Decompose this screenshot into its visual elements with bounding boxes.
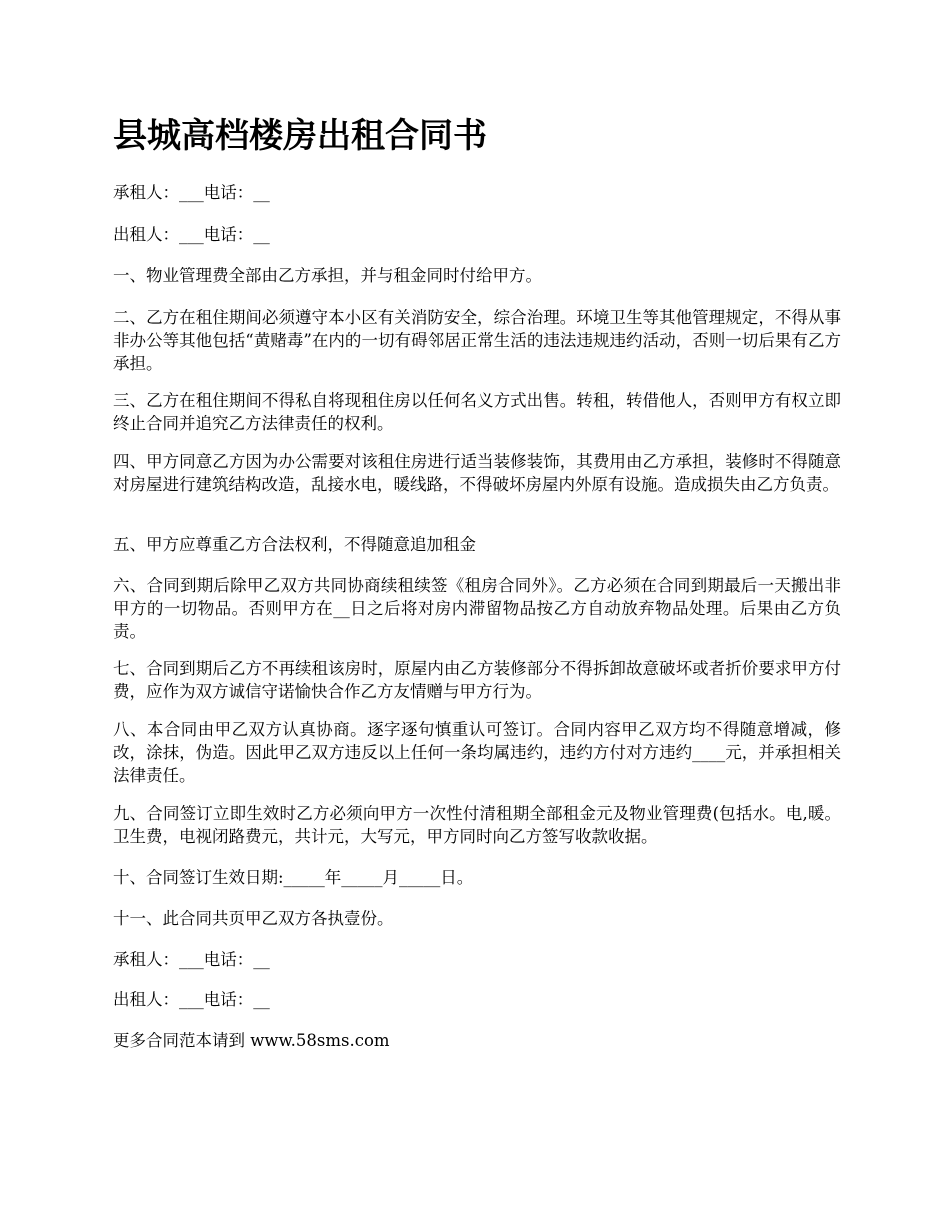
clause-7: 七、合同到期后乙方不再续租该房时，原屋内由乙方装修部分不得拆卸故意破坏或者折价要求甲方付费，应作为双方诚信守诺愉快合作乙方友情赠与甲方行为。 (113, 659, 841, 701)
lessor-contact-line: 出租人：___电话：__ (113, 225, 270, 244)
clause-3: 三、乙方在租住期间不得私自将现租住房以任何名义方式出售。转租，转借他人，否则甲方有权立即终止合同并追究乙方法律责任的权利。 (113, 391, 841, 433)
clause-9: 九、合同签订立即生效时乙方必须向甲方一次性付清租期全部租金元及物业管理费(包括水。电,暖。卫生费，电视闭路费元，共计元，大写元，甲方同时向乙方签写收款收据。 (113, 804, 841, 846)
clause-10-effective-date: 十、合同签订生效日期:_____年_____月_____日。 (113, 868, 474, 887)
clause-4: 四、甲方同意乙方因为办公需要对该租住房进行适当装修装饰，其费用由乙方承担，装修时不得随意对房屋进行建筑结构改造，乱接水电，暖线路，不得破坏房屋内外原有设施。造成损失由乙方负责。 (113, 452, 841, 494)
lessee-contact-line: 承租人：___电话：__ (113, 183, 270, 202)
clause-11: 十一、此合同共页甲乙双方各执壹份。 (113, 909, 394, 928)
clause-2: 二、乙方在租住期间必须遵守本小区有关消防安全，综合治理。环境卫生等其他管理规定，不得从事非办公等其他包括“黄赌毒”在内的一切有碍邻居正常生活的违法违规违约活动，否则一切后果有乙方承担。 (113, 308, 841, 373)
clause-6: 六、合同到期后除甲乙双方共同协商续租续签《租房合同外》。乙方必须在合同到期最后一天搬出非甲方的一切物品。否则甲方在__日之后将对房内滞留物品按乙方自动放弃物品处理。后果由乙方负责。 (113, 576, 841, 641)
clause-5: 五、甲方应尊重乙方合法权利，不得随意追加租金 (113, 535, 476, 554)
lessee-signature-line: 承租人：___电话：__ (113, 950, 270, 969)
clause-8: 八、本合同由甲乙双方认真协商。逐字逐句慎重认可签订。合同内容甲乙双方均不得随意增减，修改，涂抹，伪造。因此甲乙双方违反以上任何一条均属违约，违约方付对方违约____元，并承担相关法律责任。 (113, 720, 841, 785)
footer-website-note: 更多合同范本请到 www.58sms.com (113, 1031, 390, 1050)
lessor-signature-line: 出租人：___电话：__ (113, 990, 270, 1009)
clause-1: 一、物业管理费全部由乙方承担，并与租金同时付给甲方。 (113, 266, 542, 285)
document-title: 县城高档楼房出租合同书 (113, 116, 487, 156)
